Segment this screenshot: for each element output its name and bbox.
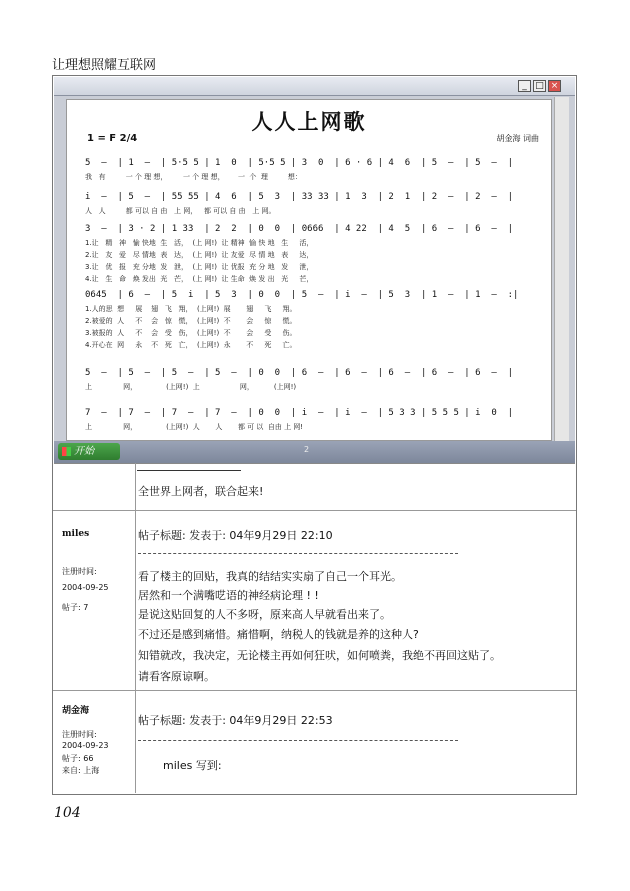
dashed-divider — [138, 553, 458, 554]
post-from: 来自: 上海 — [62, 766, 100, 775]
lyric-line: 3.被报的 人 不 会 受 伤， (上网!) 不 会 受 伤。 — [85, 329, 297, 337]
start-label: 开始 — [74, 446, 94, 457]
post-username[interactable]: 胡金海 — [62, 706, 90, 716]
reg-label: 注册时间: — [62, 730, 97, 739]
lyric-line: 1.让 精 神 愉 快地 生 活， (上 网!) 让 精神 愉 快 地 生 活， — [85, 239, 314, 247]
signature-rule — [137, 470, 241, 471]
minimize-icon[interactable]: _ — [518, 80, 531, 92]
post-line: 看了楼主的回贴，我真的结结实实扇了自己一个耳光。 — [138, 570, 402, 583]
close-icon[interactable]: × — [548, 80, 561, 92]
post-line: 知错就改，我决定，无论楼主再如何狂吠，如何喷粪，我绝不再回这贴了。 — [138, 649, 501, 662]
taskbar-page: 2 — [304, 445, 310, 454]
lyric-line: 4.让 生 命 焕 发出 光 芒， (上 网!) 让 生命 焕 发 出 光 芒， — [85, 275, 314, 283]
notation-row: 5 – | 5 – | 5 – | 5 – | 0 0 | 6 – | 6 – | 6 – | 6 – | 6 – | — [85, 368, 514, 378]
post-username[interactable]: miles — [62, 529, 90, 539]
maximize-icon[interactable]: □ — [533, 80, 546, 92]
lyric-line: 2.被爱的 人 不 会 惊 慌， (上网!) 不 会 惊 慌。 — [85, 317, 297, 325]
post-subject-line: 帖子标题: 发表于: 04年9月29日 22:53 — [138, 714, 333, 727]
start-button[interactable] — [58, 443, 120, 460]
post-count: 帖子: 66 — [62, 754, 94, 763]
song-sheet — [66, 99, 552, 441]
song-composer: 胡金海 词曲 — [496, 134, 539, 143]
lyric-line: 2.让 友 爱 尽 情地 表 达， (上 网!) 让 友爱 尽 情 地 表 达， — [85, 251, 314, 259]
lyric-line: 我 有 一 个 理 想， 一 个 理 想， 一 个 理 想： — [85, 173, 302, 181]
song-key: 1 = F 2/4 — [87, 133, 138, 144]
reg-date: 2004-09-25 — [62, 583, 109, 592]
site-title: 让理想照耀互联网 — [52, 58, 157, 73]
post-line: 是说这贴回复的人不多呀，原来高人早就看出来了。 — [138, 608, 391, 621]
post-line: 不过还是感到痛惜。痛惜啊，纳税人的钱就是养的这种人? — [138, 628, 419, 641]
windows-flag-icon — [62, 447, 71, 456]
column-separator — [135, 463, 136, 793]
song-title: 人人上网歌 — [251, 109, 367, 134]
window-titlebar — [54, 77, 575, 96]
notation-row: i – | 5 – | 55 55 | 4 6 | 5 3 | 33 33 | 1 3 | 2 1 | 2 – | 2 – | — [85, 192, 514, 202]
lyric-line: 上 网， (上网!) 人 人 都 可 以 自由 上 网! — [85, 423, 304, 431]
lyric-line: 1.人的思 想 展 翅 飞 翔， (上网!) 展 翅 飞 翔。 — [85, 305, 297, 313]
reg-label: 注册时间: — [62, 567, 97, 576]
row-divider — [53, 690, 576, 691]
post-subject-line: 帖子标题: 发表于: 04年9月29日 22:10 — [138, 529, 333, 542]
notation-row: 0645 | 6 – | 5 i | 5 3 | 0 0 | 5 – | i – | 5 3 | 1 – | 1 – :| — [85, 290, 519, 300]
notation-row: 3 – | 3 · 2 | 1 33 | 2 2 | 0 0 | 0666 | 4 22 | 4 5 | 6 – | 6 – | — [85, 224, 514, 234]
row-divider — [53, 510, 576, 511]
lyric-line: 人 人 都 可以 自 由 上 网， 都 可以 自 由 上 网。 — [85, 207, 276, 215]
post-line: 居然和一个满嘴呓语的神经病论理 ! ! — [138, 589, 319, 602]
post-line: 请看客原谅啊。 — [138, 670, 215, 683]
quote-header: miles 写到: — [163, 759, 222, 772]
reg-date: 2004-09-23 — [62, 741, 109, 750]
lyric-line: 上 网， (上网!) 上 网， (上网!) — [85, 383, 297, 391]
signature-text: 全世界上网者，联合起来! — [138, 485, 264, 498]
notation-row: 5 – | 1 – | 5·5 5 | 1 0 | 5·5 5 | 3 0 | 6 · 6 | 4 6 | 5 – | 5 – | — [85, 158, 514, 168]
embedded-window — [54, 77, 575, 464]
notation-row: 7 – | 7 – | 7 – | 7 – | 0 0 | i – | i – | 5 3 3 | 5 5 5 | i 0 | — [85, 408, 514, 418]
dashed-divider — [138, 740, 458, 741]
lyric-line: 3.让 优 报 充 分地 发 泄， (上 网!) 让 优报 充 分 地 发 泄， — [85, 263, 314, 271]
lyric-line: 4.开心在 网 永 不 死 亡， (上网!) 永 不 死 亡。 — [85, 341, 297, 349]
vertical-scrollbar[interactable] — [554, 97, 569, 441]
page-number: 104 — [54, 805, 81, 821]
taskbar — [54, 441, 575, 463]
post-count: 帖子: 7 — [62, 603, 89, 612]
